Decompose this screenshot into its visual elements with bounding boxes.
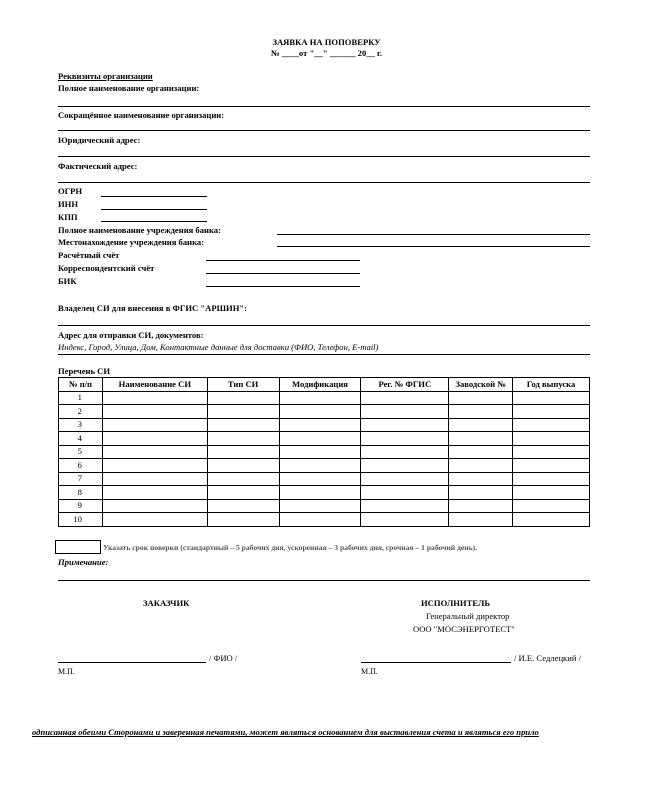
correspondent-account-label: Корреспондентский счёт — [58, 263, 155, 273]
note-field[interactable] — [58, 580, 590, 581]
col-header-modification: Модификация — [279, 378, 361, 392]
table-cell[interactable] — [449, 459, 513, 473]
table-cell[interactable] — [513, 445, 590, 459]
table-cell[interactable] — [207, 405, 279, 419]
legal-address-label: Юридический адрес: — [58, 135, 141, 145]
shipping-address-label: Адрес для отправки СИ, документов: — [58, 330, 204, 340]
actual-address-field[interactable] — [58, 182, 590, 183]
inn-label: ИНН — [58, 199, 79, 209]
ogrn-label: ОГРН — [58, 186, 83, 196]
col-header-fgis-reg: Рег. № ФГИС — [361, 378, 449, 392]
row-number: 10 — [59, 513, 103, 527]
table-cell[interactable] — [279, 472, 361, 486]
table-cell[interactable] — [279, 486, 361, 500]
legal-address-field[interactable] — [58, 156, 590, 157]
table-row — [59, 418, 590, 432]
table-cell[interactable] — [449, 391, 513, 405]
footer-text: одписанная обеими Сторонами и заверенная печатями, может являться основанием для выставления счета и являться его прило — [32, 727, 539, 737]
si-table-header-row — [59, 378, 590, 392]
table-row — [59, 432, 590, 446]
table-cell[interactable] — [279, 459, 361, 473]
table-cell[interactable] — [513, 499, 590, 513]
table-cell[interactable] — [102, 472, 207, 486]
table-cell[interactable] — [361, 405, 449, 419]
table-cell[interactable] — [513, 391, 590, 405]
shipping-address-hint: Индекс, Город, Улица, Дом, Контактные данные для доставки (ФИО, Телефон, E-mail) — [58, 342, 379, 352]
bik-label: БИК — [58, 276, 77, 286]
bank-full-name-label: Полное наименование учреждения банка: — [58, 225, 221, 235]
bik-field[interactable] — [206, 286, 360, 287]
customer-fio: / ФИО / — [209, 653, 238, 663]
table-row — [59, 472, 590, 486]
full-name-label: Полное наименование организации: — [58, 83, 200, 93]
row-number: 3 — [59, 418, 103, 432]
table-cell[interactable] — [361, 486, 449, 500]
executor-stamp: М.П. — [361, 667, 378, 676]
table-cell[interactable] — [279, 513, 361, 527]
ogrn-field[interactable] — [101, 196, 207, 197]
document-title: ЗАЯВКА НА ПОПОВЕРКУ — [272, 37, 381, 47]
col-header-serial: Заводской № — [449, 378, 513, 392]
table-cell[interactable] — [102, 513, 207, 527]
table-row — [59, 499, 590, 513]
table-cell[interactable] — [513, 418, 590, 432]
bank-location-field[interactable] — [277, 246, 590, 247]
row-number: 7 — [59, 472, 103, 486]
col-header-number: № п/п — [59, 378, 103, 392]
table-cell[interactable] — [449, 499, 513, 513]
table-cell[interactable] — [361, 391, 449, 405]
row-number: 9 — [59, 499, 103, 513]
actual-address-label: Фактический адрес: — [58, 161, 138, 171]
table-cell[interactable] — [513, 459, 590, 473]
table-cell[interactable] — [207, 499, 279, 513]
table-cell[interactable] — [449, 432, 513, 446]
table-cell[interactable] — [361, 432, 449, 446]
full-name-field[interactable] — [58, 106, 590, 107]
table-cell[interactable] — [449, 445, 513, 459]
inn-field[interactable] — [101, 209, 207, 210]
bank-location-label: Местонахождение учреждения банка: — [58, 237, 205, 247]
executor-title: ИСПОЛНИТЕЛЬ — [421, 598, 491, 608]
requisites-section-title: Реквизиты организации — [58, 71, 153, 81]
col-header-year: Год выпуска — [513, 378, 590, 392]
col-header-type: Тип СИ — [207, 378, 279, 392]
note-label: Примечание: — [58, 557, 109, 567]
table-cell[interactable] — [361, 445, 449, 459]
executor-fio: / И.Е. Седлецкий / — [514, 653, 581, 663]
table-cell[interactable] — [361, 418, 449, 432]
row-number: 1 — [59, 391, 103, 405]
table-cell[interactable] — [361, 499, 449, 513]
document-number-line: № ____от "__" ______ 20__ г. — [270, 48, 383, 58]
table-cell[interactable] — [279, 405, 361, 419]
table-cell[interactable] — [207, 418, 279, 432]
kpp-label: КПП — [58, 212, 78, 222]
table-row — [59, 486, 590, 500]
owner-label: Владелец СИ для внесения в ФГИС "АРШИН": — [58, 303, 248, 313]
correspondent-account-field[interactable] — [206, 273, 360, 274]
table-cell[interactable] — [207, 513, 279, 527]
customer-signature-line[interactable] — [58, 662, 206, 663]
table-cell[interactable] — [102, 445, 207, 459]
table-cell[interactable] — [449, 418, 513, 432]
table-row — [59, 445, 590, 459]
table-row — [59, 513, 590, 527]
table-cell[interactable] — [102, 418, 207, 432]
row-number: 6 — [59, 459, 103, 473]
table-cell[interactable] — [513, 405, 590, 419]
executor-signature-line[interactable] — [361, 662, 511, 663]
table-cell[interactable] — [207, 445, 279, 459]
col-header-name: Наименование СИ — [102, 378, 207, 392]
row-number: 2 — [59, 405, 103, 419]
term-instruction: Указать срок поверки (стандартный – 5 рабочих дня, ускоренная – 3 рабочих дня, срочная – 1 рабочий день). — [103, 543, 478, 552]
table-cell[interactable] — [102, 405, 207, 419]
si-list-title: Перечень СИ — [58, 366, 111, 376]
executor-company: ООО "МОСЭНЕРГОТЕСТ" — [413, 624, 515, 634]
table-cell[interactable] — [513, 472, 590, 486]
table-cell[interactable] — [207, 459, 279, 473]
table-cell[interactable] — [207, 472, 279, 486]
table-cell[interactable] — [449, 513, 513, 527]
table-cell[interactable] — [279, 432, 361, 446]
table-cell[interactable] — [513, 513, 590, 527]
table-cell[interactable] — [279, 445, 361, 459]
executor-position: Генеральный директор — [426, 611, 510, 621]
table-cell[interactable] — [102, 432, 207, 446]
table-row — [59, 459, 590, 473]
table-cell[interactable] — [102, 459, 207, 473]
table-cell[interactable] — [361, 472, 449, 486]
owner-field[interactable] — [58, 325, 590, 326]
table-cell[interactable] — [102, 499, 207, 513]
shipping-address-field[interactable] — [58, 354, 590, 355]
table-cell[interactable] — [207, 432, 279, 446]
table-cell[interactable] — [279, 499, 361, 513]
term-checkbox-field[interactable] — [55, 540, 101, 554]
table-cell[interactable] — [449, 405, 513, 419]
table-cell[interactable] — [513, 486, 590, 500]
table-row — [59, 405, 590, 419]
table-cell[interactable] — [449, 486, 513, 500]
bank-full-name-field[interactable] — [277, 234, 590, 235]
short-name-label: Сокращённое наименование организации: — [58, 110, 225, 120]
table-cell[interactable] — [207, 391, 279, 405]
table-cell[interactable] — [279, 418, 361, 432]
settlement-account-label: Расчётный счёт — [58, 250, 120, 260]
table-cell[interactable] — [513, 432, 590, 446]
row-number: 8 — [59, 486, 103, 500]
si-table — [58, 377, 590, 527]
row-number: 5 — [59, 445, 103, 459]
table-cell[interactable] — [207, 486, 279, 500]
short-name-field[interactable] — [58, 130, 590, 131]
customer-title: ЗАКАЗЧИК — [143, 598, 190, 608]
table-cell[interactable] — [279, 391, 361, 405]
table-cell[interactable] — [102, 486, 207, 500]
customer-stamp: М.П. — [58, 667, 75, 676]
table-row — [59, 391, 590, 405]
kpp-field[interactable] — [101, 221, 207, 222]
table-cell[interactable] — [102, 391, 207, 405]
table-cell[interactable] — [361, 459, 449, 473]
table-cell[interactable] — [449, 472, 513, 486]
row-number: 4 — [59, 432, 103, 446]
settlement-account-field[interactable] — [206, 260, 360, 261]
table-cell[interactable] — [361, 513, 449, 527]
